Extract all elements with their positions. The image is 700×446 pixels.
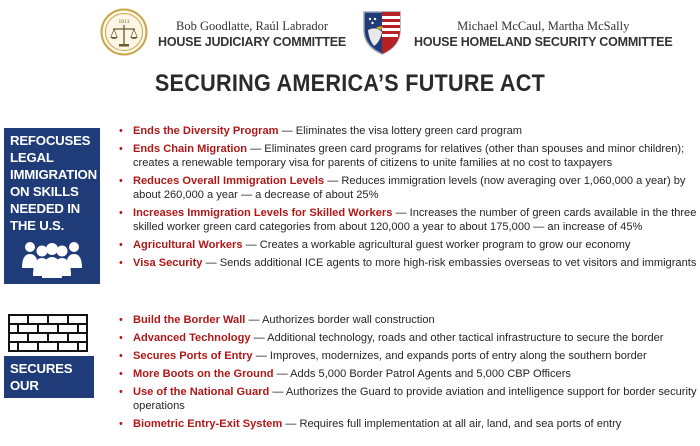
homeland-members: Michael McCaul, Martha McSally <box>457 18 630 33</box>
section-legal-immigration-panel <box>4 128 100 284</box>
list-item: • Visa Security — Sends additional ICE agents to more high-risk embassies overseas to vet visitors and immigrants <box>119 257 697 269</box>
legal-immigration-list <box>118 124 698 274</box>
brick-wall-icon <box>8 314 88 357</box>
list-item: • Secures Ports of Entry — Improves, modernizes, and expands ports of entry along the southern border <box>119 350 647 362</box>
judiciary-committee-name: HOUSE JUDICIARY COMMITTEE <box>158 34 347 49</box>
section-borders-label: SECURES OUR BORDERS <box>4 356 94 398</box>
borders-list <box>118 313 698 435</box>
list-item: • Agricultural Workers — Creates a workable agricultural guest worker program to grow our economy <box>119 239 631 251</box>
list-item: • Build the Border Wall — Authorizes border wall construction <box>119 314 435 326</box>
judiciary-seal-icon <box>100 8 148 61</box>
section-legal-immigration-label: REFOCUSES LEGAL IMMIGRATION ON SKILLS NEEDED IN THE U.S. <box>10 133 97 233</box>
list-item: • Ends the Diversity Program — Eliminates the visa lottery green card program <box>119 125 523 137</box>
judiciary-members: Bob Goodlatte, Raúl Labrador <box>176 18 329 33</box>
seal-year: 1813 <box>118 19 130 25</box>
section-borders-panel <box>4 312 100 410</box>
list-item: • Biometric Entry-Exit System — Requires full implementation at all air, land, and sea ports of entry <box>119 418 622 430</box>
homeland-committee-name: HOUSE HOMELAND SECURITY COMMITTEE <box>414 34 673 49</box>
homeland-eagle-shield-icon <box>360 8 404 61</box>
page-title: SECURING AMERICA’S FUTURE ACT <box>154 70 546 97</box>
judiciary-committee-header <box>100 8 346 61</box>
people-group-icon <box>20 236 84 285</box>
list-item: • Advanced Technology — Additional technology, roads and other tactical infrastructure to secure the border <box>119 332 664 344</box>
list-item: • Use of the National Guard — Authorizes the Guard to provide aviation and intelligence support for border security operations <box>119 386 697 412</box>
homeland-committee-header <box>360 8 672 61</box>
list-item: • Increases Immigration Levels for Skilled Workers — Increases the number of green cards available in the three skilled worker green card categories from about 120,000 a year to about 175,000 — an increase of 45% <box>119 207 697 233</box>
list-item: • Reduces Overall Immigration Levels — Reduces immigration levels (now averaging over 1,060,000 a year) by about 260,000 a year — a decrease of about 25% <box>119 175 686 201</box>
list-item: • Ends Chain Migration — Eliminates green card programs for relatives (other than spouses and minor children); creates a renewable temporary visa for parents of citizens to unite families at no cost to taxpayers <box>119 143 685 169</box>
list-item: • More Boots on the Ground — Adds 5,000 Border Patrol Agents and 5,000 CBP Officers <box>119 368 571 380</box>
